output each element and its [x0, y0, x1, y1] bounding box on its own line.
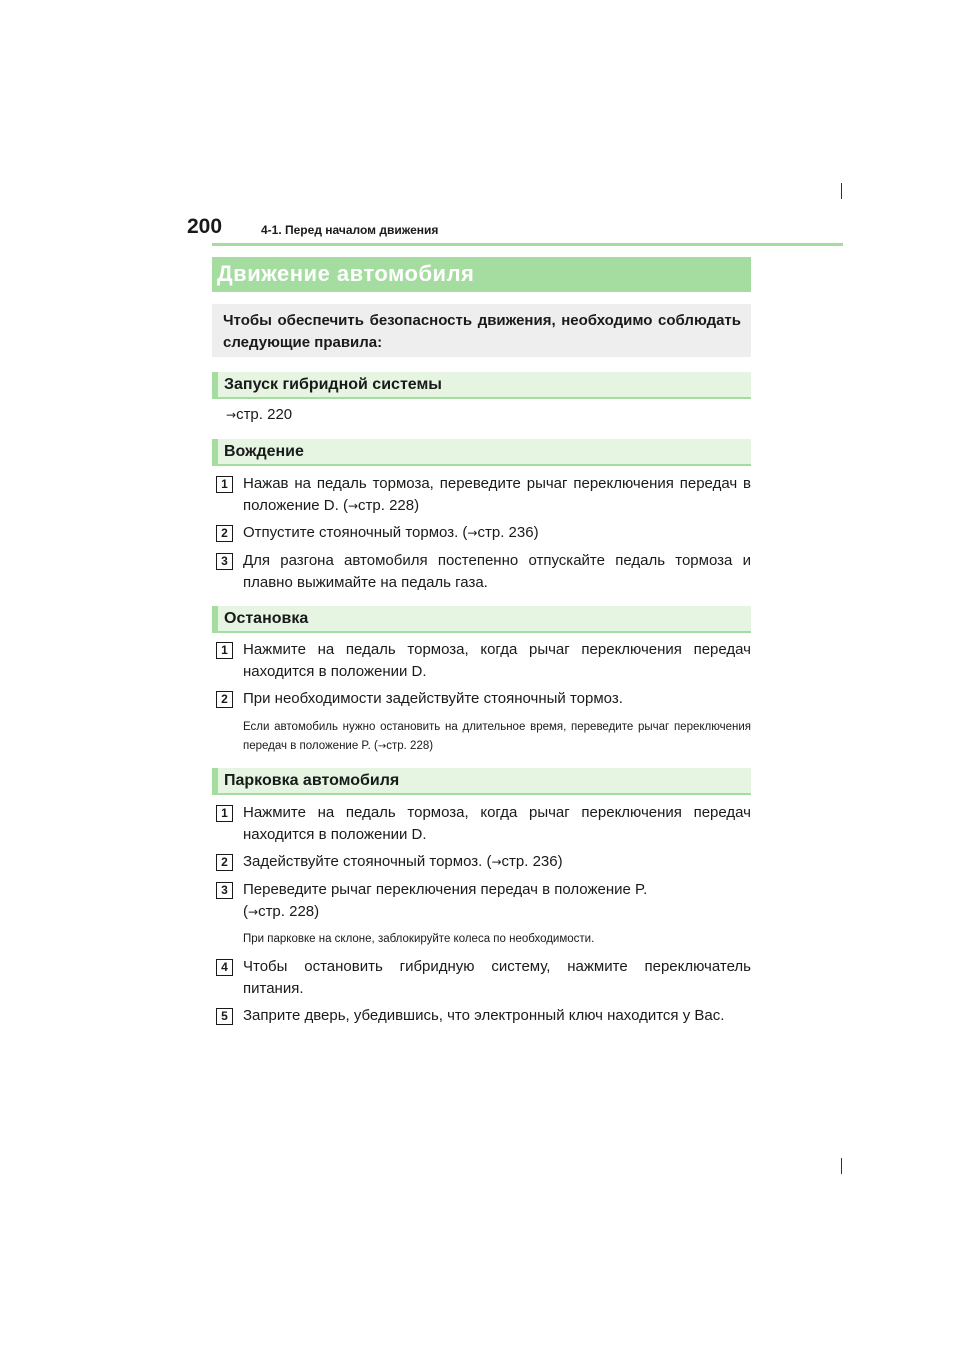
subhead-parking: Парковка автомобиля [212, 768, 751, 795]
step-number: 3 [216, 882, 233, 899]
step-text: Нажав на педаль тормоза, переведите рычаг переключения передач в положение D. (→стр. 228) [243, 475, 751, 514]
stopping-step-2 [216, 688, 751, 710]
step-text: Заприте дверь, убедившись, что электронный ключ находится у Вас. [243, 1007, 725, 1024]
subhead-driving: Вождение [212, 439, 751, 466]
page-title: Движение автомобиля [212, 257, 751, 292]
page-ref[interactable]: стр. 228 [358, 497, 415, 514]
step-text: Переведите рычаг переключения передач в положение P. (→стр. 228) [243, 881, 648, 920]
parking-step-4 [216, 956, 751, 1000]
step-text: Чтобы остановить гибридную систему, нажмите переключатель питания. [243, 958, 751, 997]
page-ref[interactable]: стр. 228 [386, 740, 430, 752]
arrow-right-icon: → [377, 741, 387, 752]
step-text: Задействуйте стояночный тормоз. (→стр. 236) [243, 853, 563, 870]
step-text: Нажмите на педаль тормоза, когда рычаг переключения передач находится в положении D. [243, 641, 751, 680]
step-text: Для разгона автомобиля постепенно отпускайте педаль тормоза и плавно выжимайте на педаль газа. [243, 552, 751, 591]
ref-text: стр. 220 [236, 406, 293, 423]
crop-mark-bottom [841, 1158, 842, 1174]
parking-step-1 [216, 802, 751, 846]
step-text: При необходимости задействуйте стояночный тормоз. [243, 690, 623, 707]
arrow-right-icon: → [491, 855, 502, 869]
arrow-right-icon: → [226, 408, 237, 422]
step-number: 5 [216, 1008, 233, 1025]
driving-step-2 [216, 522, 751, 544]
page-ref[interactable]: стр. 228 [258, 903, 315, 920]
step-text: Отпустите стояночный тормоз. (→стр. 236) [243, 524, 539, 541]
crop-mark-top [841, 183, 842, 199]
step-number: 3 [216, 553, 233, 570]
step-number: 2 [216, 854, 233, 871]
step-number: 1 [216, 476, 233, 493]
driving-step-3 [216, 550, 751, 594]
subhead-start: Запуск гибридной системы [212, 372, 751, 399]
arrow-right-icon: → [467, 526, 478, 540]
step-text: Нажмите на педаль тормоза, когда рычаг переключения передач находится в положении D. [243, 804, 751, 843]
stopping-note: Если автомобиль нужно остановить на длительное время, переведите рычаг переключения передач в положение P. (→стр. 228) [243, 721, 751, 752]
page-ref[interactable]: стр. 236 [501, 853, 558, 870]
step-number: 2 [216, 691, 233, 708]
stopping-step-1 [216, 639, 751, 683]
parking-note: При парковке на склоне, заблокируйте колеса по необходимости. [243, 933, 595, 945]
arrow-right-icon: → [347, 499, 359, 513]
step-number: 1 [216, 642, 233, 659]
section-label: 4-1. Перед началом движения [261, 223, 439, 237]
step-number: 1 [216, 805, 233, 822]
arrow-right-icon: → [248, 905, 259, 919]
driving-step-1 [216, 473, 751, 517]
parking-step-5 [216, 1005, 751, 1027]
header-rule [212, 243, 843, 246]
start-ref[interactable] [226, 406, 292, 423]
parking-step-3 [216, 879, 751, 923]
subhead-stopping: Остановка [212, 606, 751, 633]
parking-step-2 [216, 851, 751, 873]
page-ref[interactable]: стр. 236 [477, 524, 534, 541]
page-number: 200 [187, 215, 223, 238]
intro-text: Чтобы обеспечить безопасность движения, необходимо соблюдать следующие правила: [212, 304, 751, 357]
step-number: 2 [216, 525, 233, 542]
step-number: 4 [216, 959, 233, 976]
